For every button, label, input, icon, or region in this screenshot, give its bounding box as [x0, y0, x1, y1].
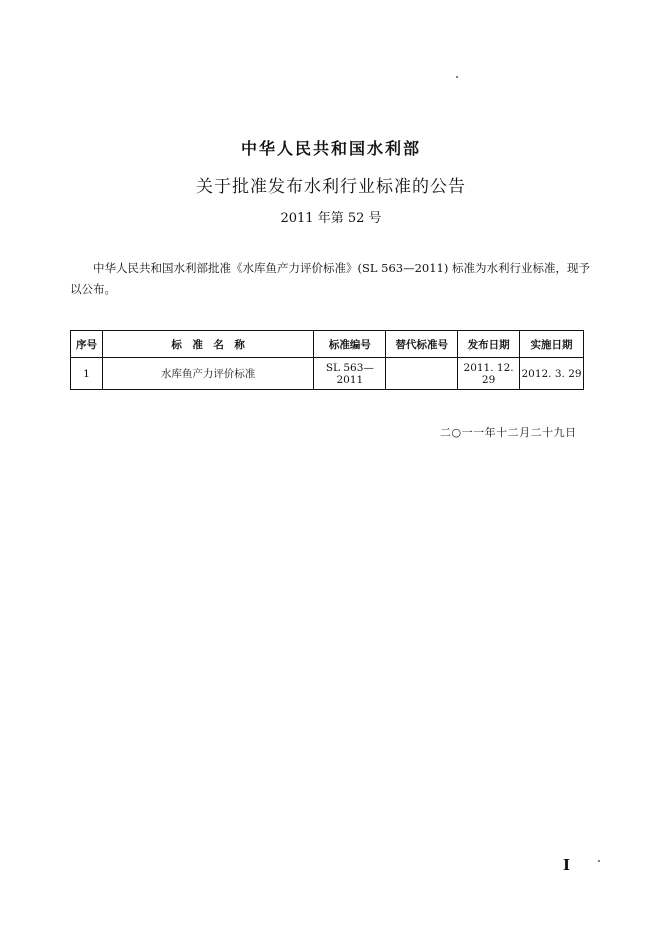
cell-name: 水库鱼产力评价标准	[102, 358, 313, 390]
issue-date: 二○一一年十二月二十九日	[440, 426, 577, 439]
scan-speck	[598, 860, 600, 862]
announcement-number: 2011 年第 52 号	[280, 211, 382, 226]
header-release-date: 发布日期	[458, 331, 520, 358]
standards-table	[70, 330, 584, 390]
scan-speck	[456, 76, 458, 78]
cell-release-date: 2011. 12. 29	[458, 358, 520, 390]
header-seq: 序号	[71, 331, 103, 358]
table-row	[71, 358, 584, 390]
table-header-row	[71, 331, 584, 358]
header-code: 标准编号	[314, 331, 386, 358]
page-number: I	[563, 856, 571, 874]
issuer-heading: 中华人民共和国水利部	[240, 139, 421, 158]
header-name: 标 准 名 称	[102, 331, 313, 358]
cell-code: SL 563—2011	[314, 358, 386, 390]
header-effective-date: 实施日期	[520, 331, 584, 358]
cell-effective-date: 2012. 3. 29	[520, 358, 584, 390]
cell-seq: 1	[71, 358, 103, 390]
announcement-body: 中华人民共和国水利部批准《水库鱼产力评价标准》(SL 563—2011) 标准为水利行业标准，现予以公布。	[70, 261, 591, 296]
cell-replaced	[386, 358, 458, 390]
header-replaced: 替代标准号	[386, 331, 458, 358]
announcement-title: 关于批准发布水利行业标准的公告	[196, 177, 466, 197]
